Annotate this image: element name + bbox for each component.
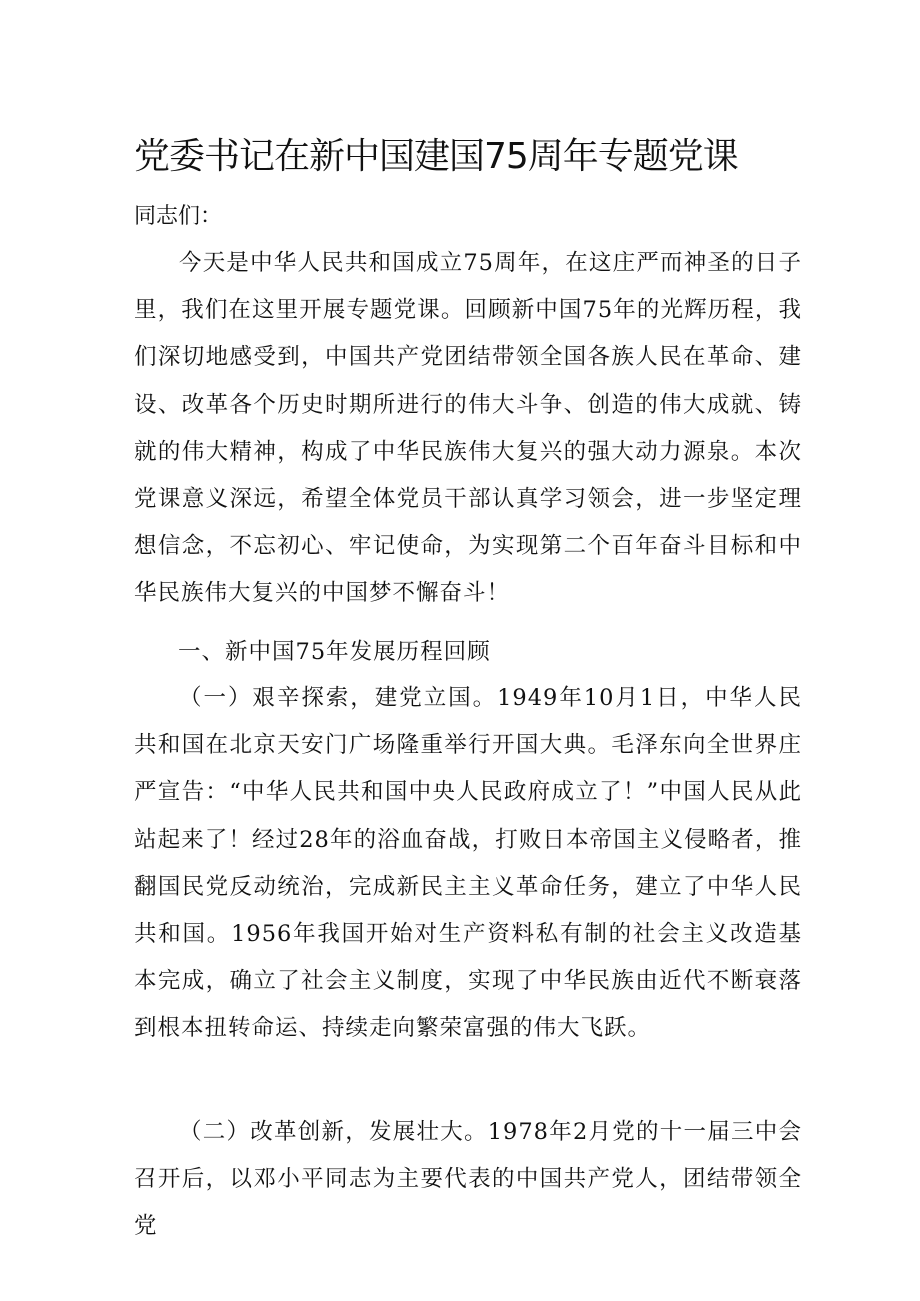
document-title: 党委书记在新中国建国75周年专题党课 bbox=[134, 136, 738, 177]
intro-paragraph: 今天是中华人民共和国成立75周年，在这庄严而神圣的日子里，我们在这里开展专题党课。回顾新中国75年的光辉历程，我们深切地感受到，中国共产党团结带领全国各族人民在革命、建设、改革各个历史时期所进行的伟大斗争、创造的伟大成就、铸就的伟大精神，构成了中华民族伟大复兴的强大动力源泉。本次党课意义深远，希望全体党员干部认真学习领会，进一步坚定理想信念，不忘初心、牢记使命，为实现第二个百年奋斗目标和中华民族伟大复兴的中国梦不懈奋斗！ bbox=[134, 250, 802, 607]
subsection-paragraph-1: （一）艰辛探索，建党立国。1949年10月1日，中华人民共和国在北京天安门广场隆重举行开国大典。毛泽东向全世界庄严宣告：“中华人民共和国中央人民政府成立了！”中国人民从此站起来了！经过28年的浴血奋战，打败日本帝国主义侵略者，推翻国民党反动统治，完成新民主主义革命任务，建立了中华人民共和国。1956年我国开始对生产资料私有制的社会主义改造基本完成，确立了社会主义制度，实现了中华民族由近代不断衰落到根本扭转命运、持续走向繁荣富强的伟大飞跃。 bbox=[134, 685, 802, 1042]
subsection-paragraph-2: （二）改革创新，发展壮大。1978年2月党的十一届三中会召开后，以邓小平同志为主要代表的中国共产党人，团结带领全党 bbox=[134, 1119, 802, 1240]
section-heading-1: 一、新中国75年发展历程回顾 bbox=[178, 639, 491, 665]
salutation: 同志们： bbox=[134, 204, 223, 229]
